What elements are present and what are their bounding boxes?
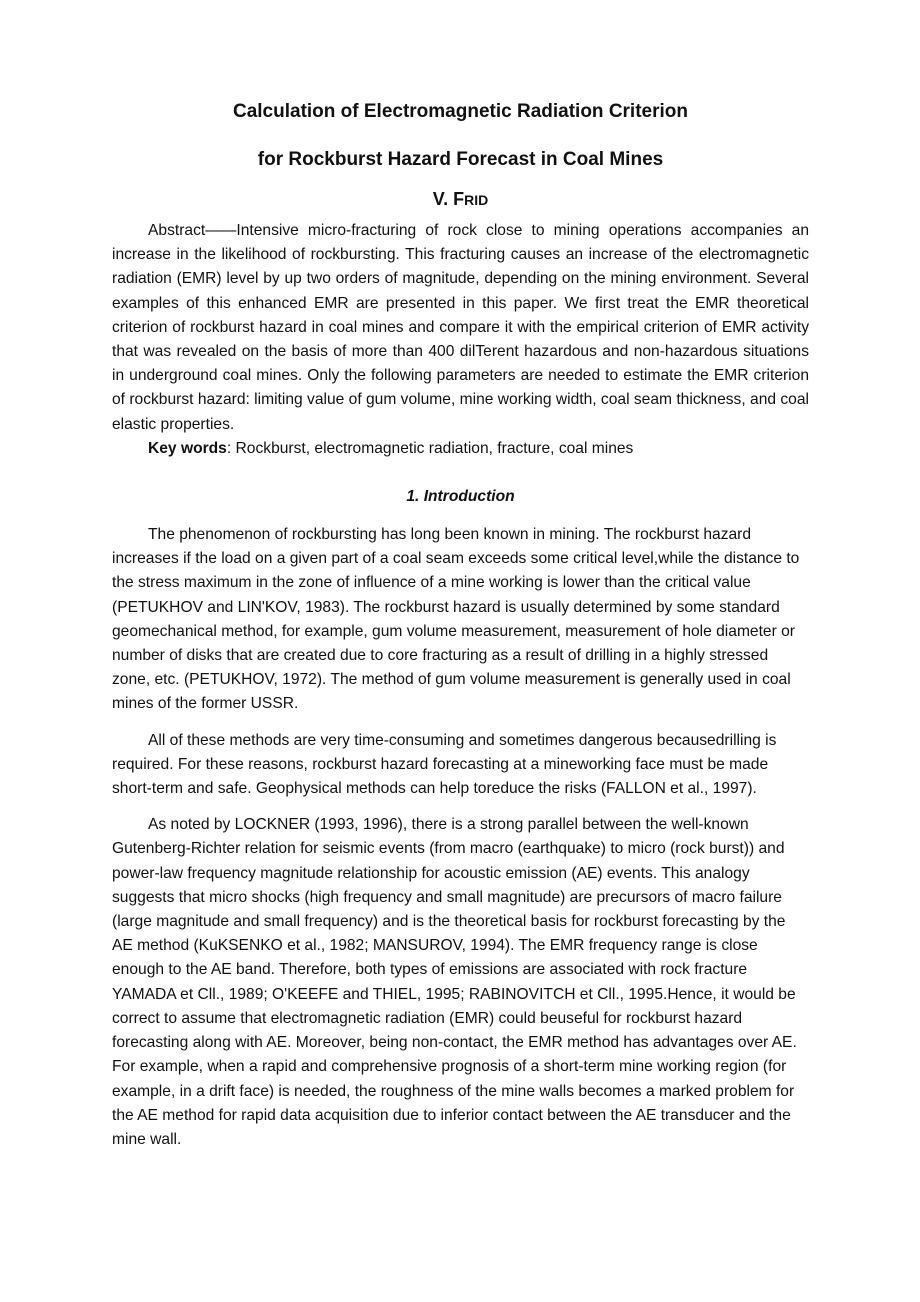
author-surname-smallcaps: RID [464, 192, 489, 208]
keywords [112, 437, 809, 461]
author-name [112, 188, 809, 211]
abstract-label: Abstract—— [148, 222, 237, 239]
abstract-text: Intensive micro-fracturing of rock close to mining operations accompanies an increase in the likelihood of rockbursting. This fracturing causes an increase of the electromagnetic radiation (EMR) level by up two orders of magnitude, depending on the mining environment. Several examples of this enhanced EMR are presented in this paper. We first treat the EMR theoretical criterion of rockburst hazard in coal mines and compare it with the empirical criterion of EMR activity that was revealed on the basis of more than 400 dilTerent hazardous and non-hazardous situations in underground coal mines. Only the following parameters are needed to estimate the EMR criterion of rockburst hazard: limiting value of gum volume, mine working width, coal seam thickness, and coal elastic properties. [112, 222, 809, 433]
paper-page [112, 96, 809, 1164]
author-initial: V. F [432, 189, 465, 209]
keywords-label: Key words [148, 439, 227, 457]
keywords-text: : Rockburst, electromagnetic radiation, fracture, coal mines [226, 439, 634, 457]
body-paragraph: As noted by LOCKNER (1993, 1996), there is a strong parallel between the well-known Gutenberg-Richter relation for seismic events (from macro (earthquake) to micro (rock burst)) and power-law frequency magnitude relationship for acoustic emission (AE) events. This analogy suggests that micro shocks (high frequency and small magnitude) are precursors of macro failure (large magnitude and small frequency) and is the theoretical basis for rockburst forecasting by the AE method (KuKSENKO et al., 1982; MANSUROV, 1994). The EMR frequency range is close enough to the AE band. Therefore, both types of emissions are associated with rock fracture YAMADA et Cll., 1989; O'KEEFE and THIEL, 1995; RABINOVITCH et Cll., 1995.Hence, it would be correct to assume that electromagnetic radiation (EMR) could beuseful for rockburst hazard forecasting along with AE. Moreover, being non-contact, the EMR method has advantages over AE. For example, when a rapid and comprehensive prognosis of a short-term mine working region (for example, in a drift face) is needed, the roughness of the mine walls becomes a marked problem for the AE method for rapid data acquisition due to inferior contact between the AE transducer and the mine wall. [112, 816, 797, 1148]
section-heading-introduction: 1. Introduction [406, 488, 515, 506]
body-paragraph: The phenomenon of rockbursting has long been known in mining. The rockburst hazard increases if the load on a given part of a coal seam exceeds some critical level,while the distance to the stress maximum in the zone of influence of a mine working is lower than the critical value (PETUKHOV and LIN'KOV, 1983). The rockburst hazard is usually determined by some standard geomechanical method, for example, gum volume measurement, measurement of hole diameter or number of disks that are created due to core fracturing as a result of drilling in a highly stressed zone, etc. (PETUKHOV, 1972). The method of gum volume measurement is generally used in coal mines of the former USSR. [112, 526, 800, 713]
paper-title-line-1: Calculation of Electromagnetic Radiation Criterion [232, 101, 688, 122]
paper-title-line-2: for Rockburst Hazard Forecast in Coal Mines [257, 149, 664, 170]
abstract [112, 219, 809, 437]
body-paragraph: All of these methods are very time-consuming and sometimes dangerous becausedrilling is required. For these reasons, rockburst hazard forecasting at a mineworking face must be made short-term and safe. Geophysical methods can help toreduce the risks (FALLON et al., 1997). [112, 731, 777, 798]
